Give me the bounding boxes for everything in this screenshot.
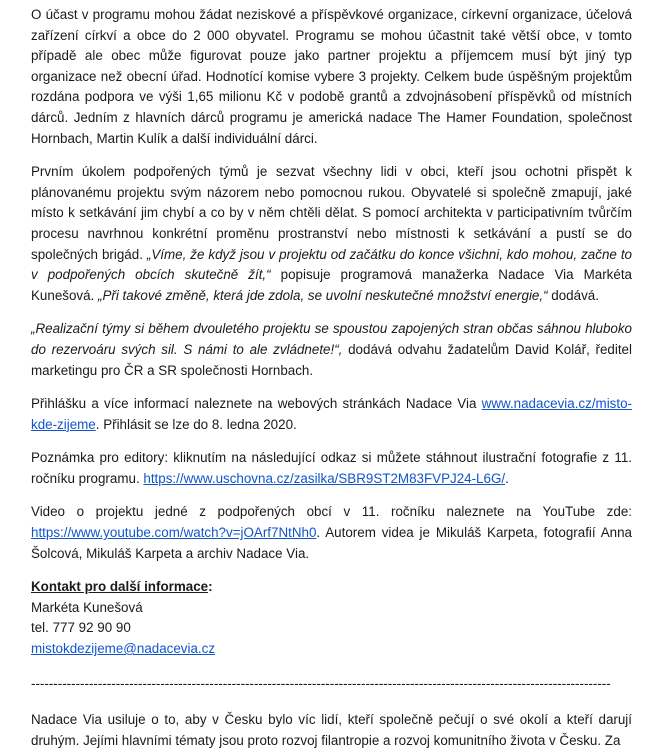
quote-attribution: popisuje programová manažerka Nadace Via Markéta Kunešová.: [31, 267, 632, 303]
paragraph-foundation-about: Nadace Via usiluje o to, aby v Česku bylo víc lidí, kteří společně pečují o své okolí a kteří darují druhým. Jejími hlavními tématy jsou proto rozvoj filantropie a rozvoj komunitního života v Česku. Za: [31, 712, 632, 748]
paragraph-eligibility: O účast v programu mohou žádat neziskové a příspěvkové organizace, církevní organizace, účelová zařízení církví a obce do 2 000 obyvatel. Programu se mohou účastnit také větší obce, v tomto případě ale obec může figurovat pouze jako partner projektu a příjemcem musí být jiný typ organizace než obecní úřad. Hodnotící komise vybere 3 projekty. Celkem bude úspěšným projektům rozdána podpora ve výši 1,65 milionu Kč v podobě grantů a zdvojnásobení příspěvků od místních dárců. Jedním z hlavních dárců programu je americká nadace The Hamer Foundation, společnost Hornbach, Martin Kulík a další individuální dárci.: [31, 7, 632, 146]
quote-manager: „Víme, že když jsou v projektu od začátku do konce všichni, kdo mohou, začne to v podpořených obcích skutečně žít,“: [31, 246, 632, 283]
quote-hornbach: „Realizační týmy si během dvouletého projektu se spoustou zapojených stran občas sáhnou hluboko do rezervoáru svých sil. S námi to ale zvládnete!“,: [31, 321, 632, 357]
photos-download-link[interactable]: https://www.uschovna.cz/zasilka/SBR9ST2M83FVPJ24-L6G/: [143, 470, 506, 486]
paragraph-hornbach-quote: [31, 319, 632, 381]
section-separator: ----------------------------------------------------------------------------------------------------------------------------------: [31, 675, 611, 691]
application-text: Přihlášku a více informací naleznete na webových stránkách Nadace Via: [31, 396, 482, 412]
paragraph-first-task-text: Prvním úkolem podpořených týmů je sezvat všechny lidi v obci, kteří jsou ochotni přispět k plánovanému projektu svým názorem nebo pomocnou rukou. Obyvatelé si společně zmapují, jaké místo k setkávání jim chybí a co by v něm chtěli dělat. S pomocí architekta v participativním tvůrčím procesu navrhnou konkrétní proměnu prostranství nebo místnosti k setkávání a pustí se do společných brigád.: [31, 164, 632, 262]
video-credits: . Autorem videa je Mikuláš Karpeta, fotografií Anna Šolcová, Mikuláš Karpeta a archiv Nadace Via.: [31, 525, 632, 561]
editors-note-text: Poznámka pro editory: kliknutím na následující odkaz si můžete stáhnout ilustrační fotografie z 11. ročníku programu.: [31, 450, 632, 486]
contact-email-link[interactable]: mistokdezijeme@nadacevia.cz: [31, 641, 216, 657]
paragraph-application: [31, 394, 632, 435]
paragraph-first-task: [31, 162, 632, 306]
quote-end: dodává.: [547, 287, 599, 303]
youtube-link[interactable]: https://www.youtube.com/watch?v=jOArf7NtNh0: [31, 525, 317, 541]
contact-name: Markéta Kunešová: [31, 599, 143, 615]
quote-hornbach-attribution: dodává odvahu žadatelům David Kolář, ředitel marketingu pro ČR a SR společnosti Hornbach.: [31, 341, 632, 378]
contact-phone: tel. 777 92 90 90: [31, 620, 131, 636]
video-text: Video o projektu jedné z podpořených obcí v 11. ročníku naleznete na YouTube zde:: [31, 504, 632, 520]
contact-heading-line: [31, 577, 632, 598]
application-deadline: . Přihlásit se lze do 8. ledna 2020.: [95, 416, 297, 432]
contact-block: [31, 577, 632, 659]
paragraph-video: [31, 502, 632, 564]
quote-energy: „Při takové změně, která jde zdola, se uvolní neskutečné množství energie,“: [98, 287, 548, 303]
application-link[interactable]: www.nadacevia.cz/misto-kde-zijeme: [31, 396, 632, 432]
contact-heading: Kontakt pro další informace: [31, 579, 209, 595]
editors-note-end: .: [505, 470, 509, 486]
contact-heading-colon: :: [208, 579, 213, 595]
paragraph-editors-note: [31, 448, 632, 489]
